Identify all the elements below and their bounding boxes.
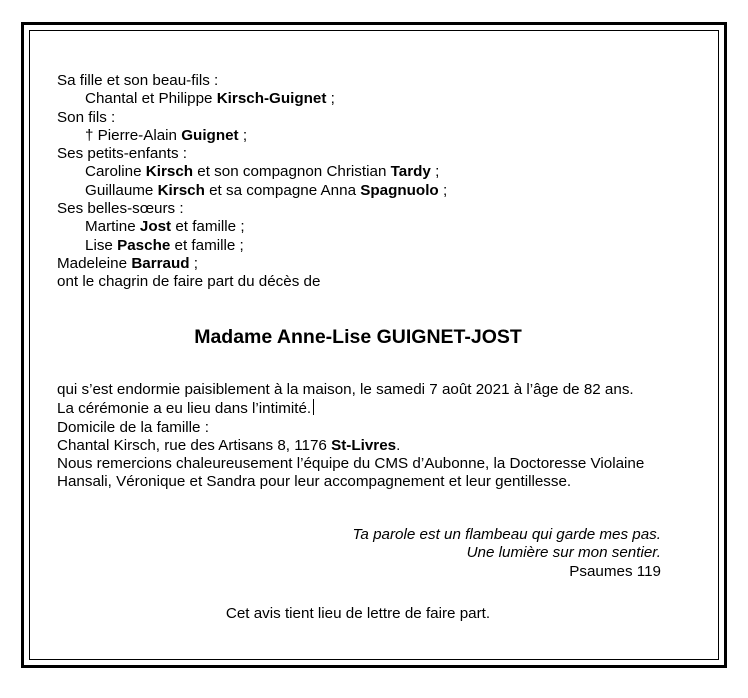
footer-note: Cet avis tient lieu de lettre de faire part. xyxy=(225,605,491,622)
text-cursor xyxy=(313,399,314,415)
bible-quote xyxy=(300,526,661,581)
sister-line-2: Lise Pasche et famille ; xyxy=(85,236,244,254)
family-list xyxy=(57,72,677,292)
grandchildren-heading: Ses petits-enfants : xyxy=(57,145,188,163)
deceased-name: Madame Anne-Lise GUIGNET-JOST xyxy=(194,326,522,348)
grandchild-line-2: Guillaume Kirsch et sa compagne Anna Spagnuolo ; xyxy=(85,181,448,199)
son-line: † Pierre-Alain Guignet ; xyxy=(85,126,248,144)
thanks-text: Nous remercions chaleureusement l’équipe du CMS d’Aubonne, la Doctoresse Violaine Hansali, Véronique et Sandra pour leur accompagnement et leur gentillesse. xyxy=(57,455,645,491)
passing-text: qui s’est endormie paisiblement à la maison, le samedi 7 août 2021 à l’âge de 82 ans. xyxy=(57,381,634,398)
domicile-heading: Domicile de la famille : xyxy=(57,418,209,436)
ceremony-text: La cérémonie a eu lieu dans l’intimité. xyxy=(57,399,667,418)
sisters-heading: Ses belles-sœurs : xyxy=(57,200,184,218)
address-line: Chantal Kirsch, rue des Artisans 8, 1176 St-Livres. xyxy=(57,436,401,454)
quote-line-2: Une lumière sur mon sentier. xyxy=(466,544,661,562)
notice-body xyxy=(57,381,667,492)
son-heading: Son fils : xyxy=(57,108,116,126)
madeleine-line: Madeleine Barraud ; xyxy=(57,254,199,272)
grandchild-line-1: Caroline Kirsch et son compagnon Christian Tardy ; xyxy=(85,163,440,181)
quote-line-1: Ta parole est un flambeau qui garde mes pas. xyxy=(352,526,661,543)
announcement-line: ont le chagrin de faire part du décès de xyxy=(57,273,321,291)
daughter-heading: Sa fille et son beau-fils : xyxy=(57,72,219,89)
daughter-line: Chantal et Philippe Kirsch-Guignet ; xyxy=(85,90,335,108)
sister-line-1: Martine Jost et famille ; xyxy=(85,218,245,236)
quote-source: Psaumes 119 xyxy=(569,562,661,580)
